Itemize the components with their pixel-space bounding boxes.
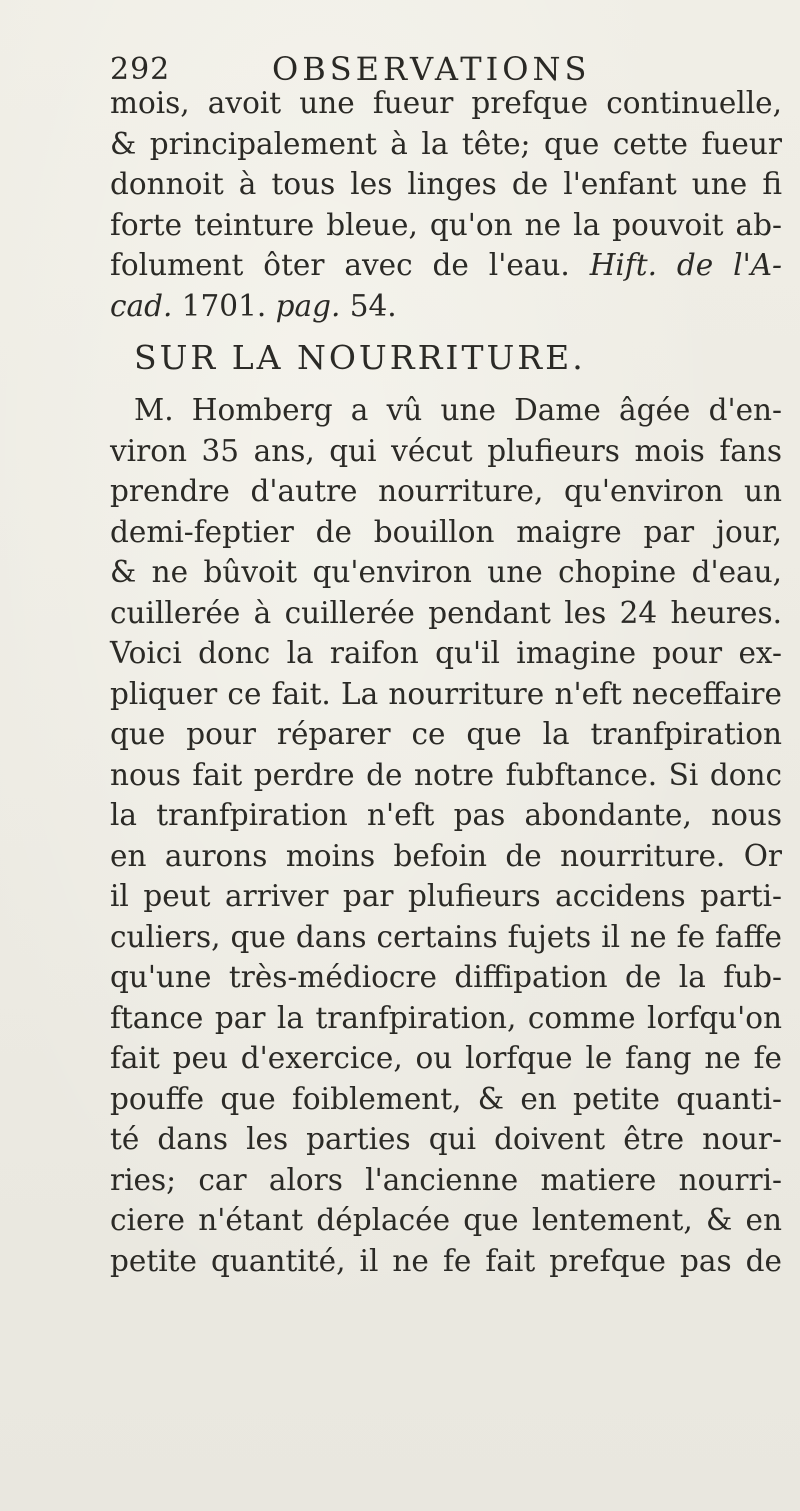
text-line: prendre d'autre nourriture, qu'environ un: [110, 474, 782, 508]
text-line: demi-feptier de bouillon maigre par jour,: [110, 514, 782, 549]
text-line: fait peu d'exercice, ou lorfque le fang ne fe: [110, 1041, 782, 1075]
running-title: OBSERVATIONS: [272, 50, 591, 88]
text-line: donnoit à tous les linges de l'enfant une fi: [110, 167, 782, 201]
text-line: viron 35 ans, qui vécut plufieurs mois fans: [110, 433, 782, 468]
text-line: ciere n'étant déplacée que lentement, & en: [110, 1203, 782, 1237]
page-number: 292: [110, 52, 171, 87]
text-line: nous fait perdre de notre fubftance. Si donc: [110, 757, 782, 792]
text-line: mois, avoit une fueur prefque continuelle,: [110, 86, 782, 120]
text-line: cuillerée à cuillerée pendant les 24 heures.: [110, 595, 782, 630]
text-line: il peut arriver par plufieurs accidens parti-: [110, 879, 782, 913]
text-line: pliquer ce fait. La nourriture n'eft neceffaire: [110, 676, 782, 711]
text-line: & ne bûvoit qu'environ une chopine d'eau,: [110, 555, 782, 589]
text-line: ries; car alors l'ancienne matiere nourri-: [110, 1162, 782, 1197]
text-line: ftance par la tranfpiration, comme lorfqu'on: [110, 1000, 782, 1035]
text-fragment: folument ôter avec de l'eau.: [110, 248, 570, 282]
text-line: pouffe que foiblement, & en petite quanti-: [110, 1081, 782, 1116]
page-body: [110, 83, 782, 1281]
text-line: forte teinture bleue, qu'on ne la pouvoit ab-: [110, 207, 782, 242]
citation-page: 54.: [349, 288, 397, 323]
text-line: Voici donc la raifon qu'il imagine pour ex-: [110, 636, 782, 670]
text-line: en aurons moins befoin de nourriture. Or: [110, 838, 782, 873]
text-line: culiers, que dans certains fujets il ne fe faffe: [110, 919, 782, 954]
section-heading: SUR LA NOURRITURE.: [134, 338, 586, 377]
citation-line: [110, 245, 782, 286]
citation-source: Hift. de l'A-: [589, 248, 782, 282]
text-line: qu'une très-médiocre diffipation de la fub-: [110, 960, 782, 994]
text-line: la tranfpiration n'eft pas abondante, nous: [110, 798, 782, 832]
citation-year: 1701.: [181, 288, 267, 323]
citation-source-cont: cad.: [110, 288, 173, 323]
text-line: petite quantité, il ne fe fait prefque pas de: [110, 1243, 782, 1278]
text-line: té dans les parties qui doivent être nour-: [110, 1122, 782, 1156]
text-line: & principalement à la tête; que cette fueur: [110, 126, 782, 161]
text-line: M. Homberg a vû une Dame âgée d'en-: [134, 393, 782, 427]
citation-pag-label: pag.: [275, 288, 341, 323]
citation-line-2: [110, 286, 782, 327]
text-line: que pour réparer ce que la tranfpiration: [110, 717, 782, 751]
